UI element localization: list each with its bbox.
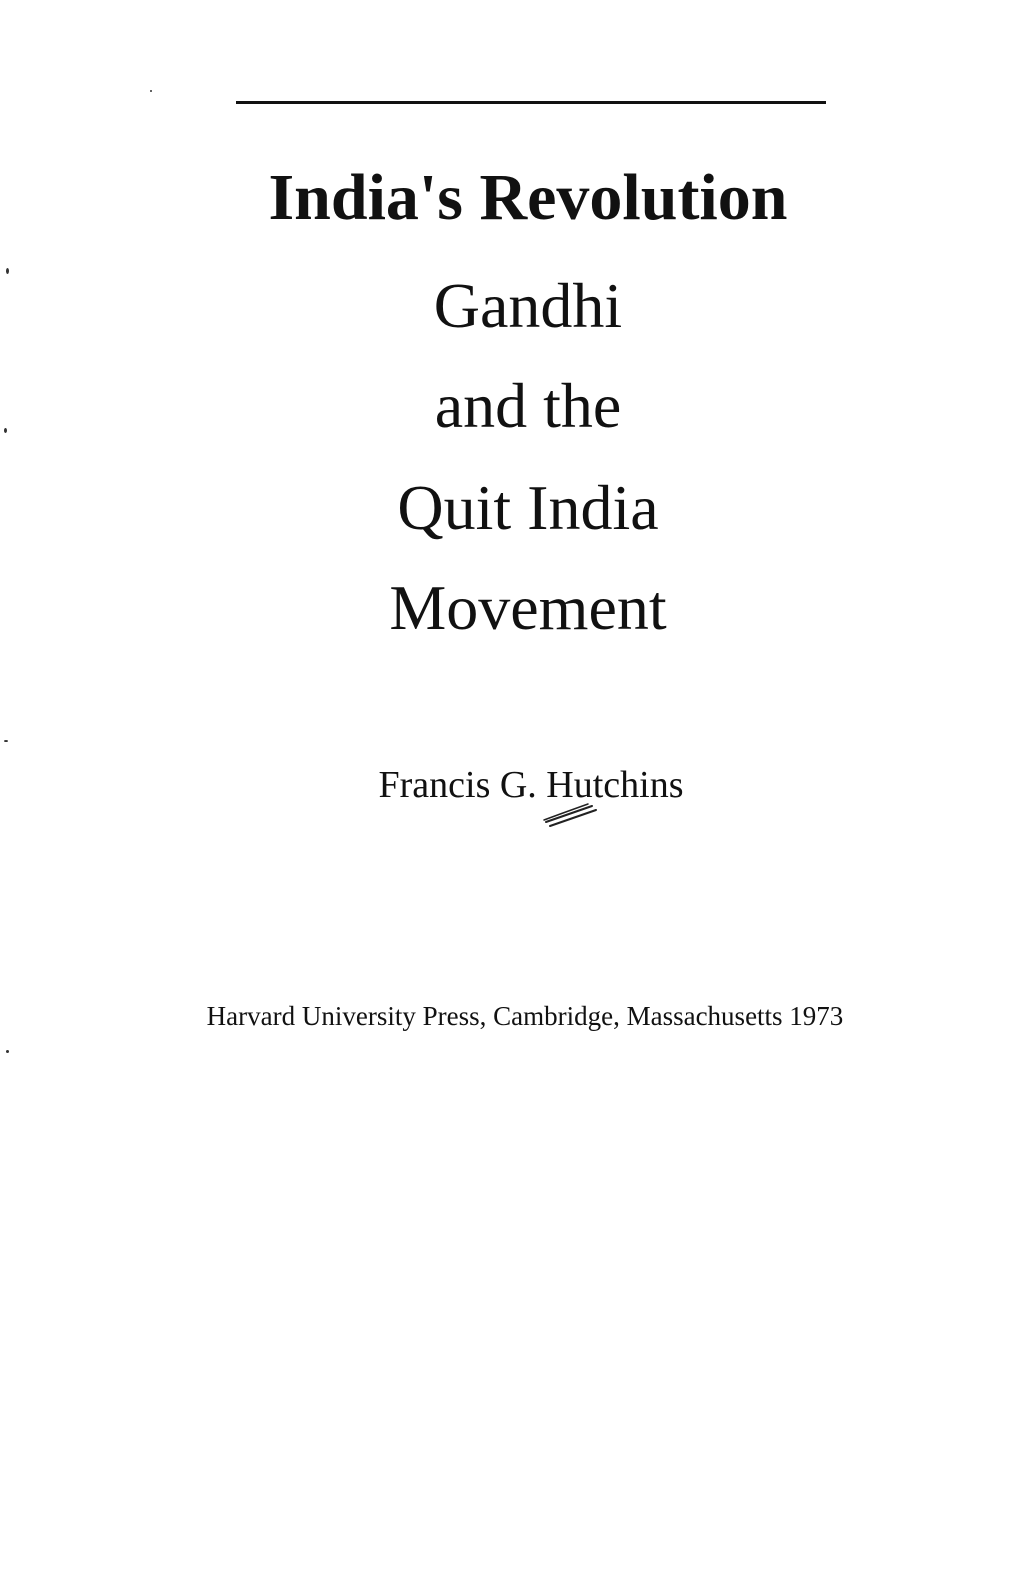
handwritten-underline-mark [540, 802, 598, 828]
book-title: India's Revolution [268, 161, 788, 234]
subtitle-line-1: Gandhi [433, 270, 623, 341]
scan-speck [6, 1050, 9, 1053]
publisher-imprint: Harvard University Press, Cambridge, Massachusetts 1973 [206, 1001, 844, 1031]
scan-speck [150, 90, 152, 92]
scan-speck [6, 268, 9, 274]
top-rule [236, 101, 826, 104]
subtitle-line-4: Movement [389, 572, 667, 643]
subtitle-line-2: and the [434, 370, 622, 441]
author-name: Francis G. Hutchins [378, 764, 684, 806]
scan-speck [4, 740, 8, 742]
scan-speck [4, 428, 7, 433]
subtitle-line-3: Quit India [397, 472, 659, 543]
